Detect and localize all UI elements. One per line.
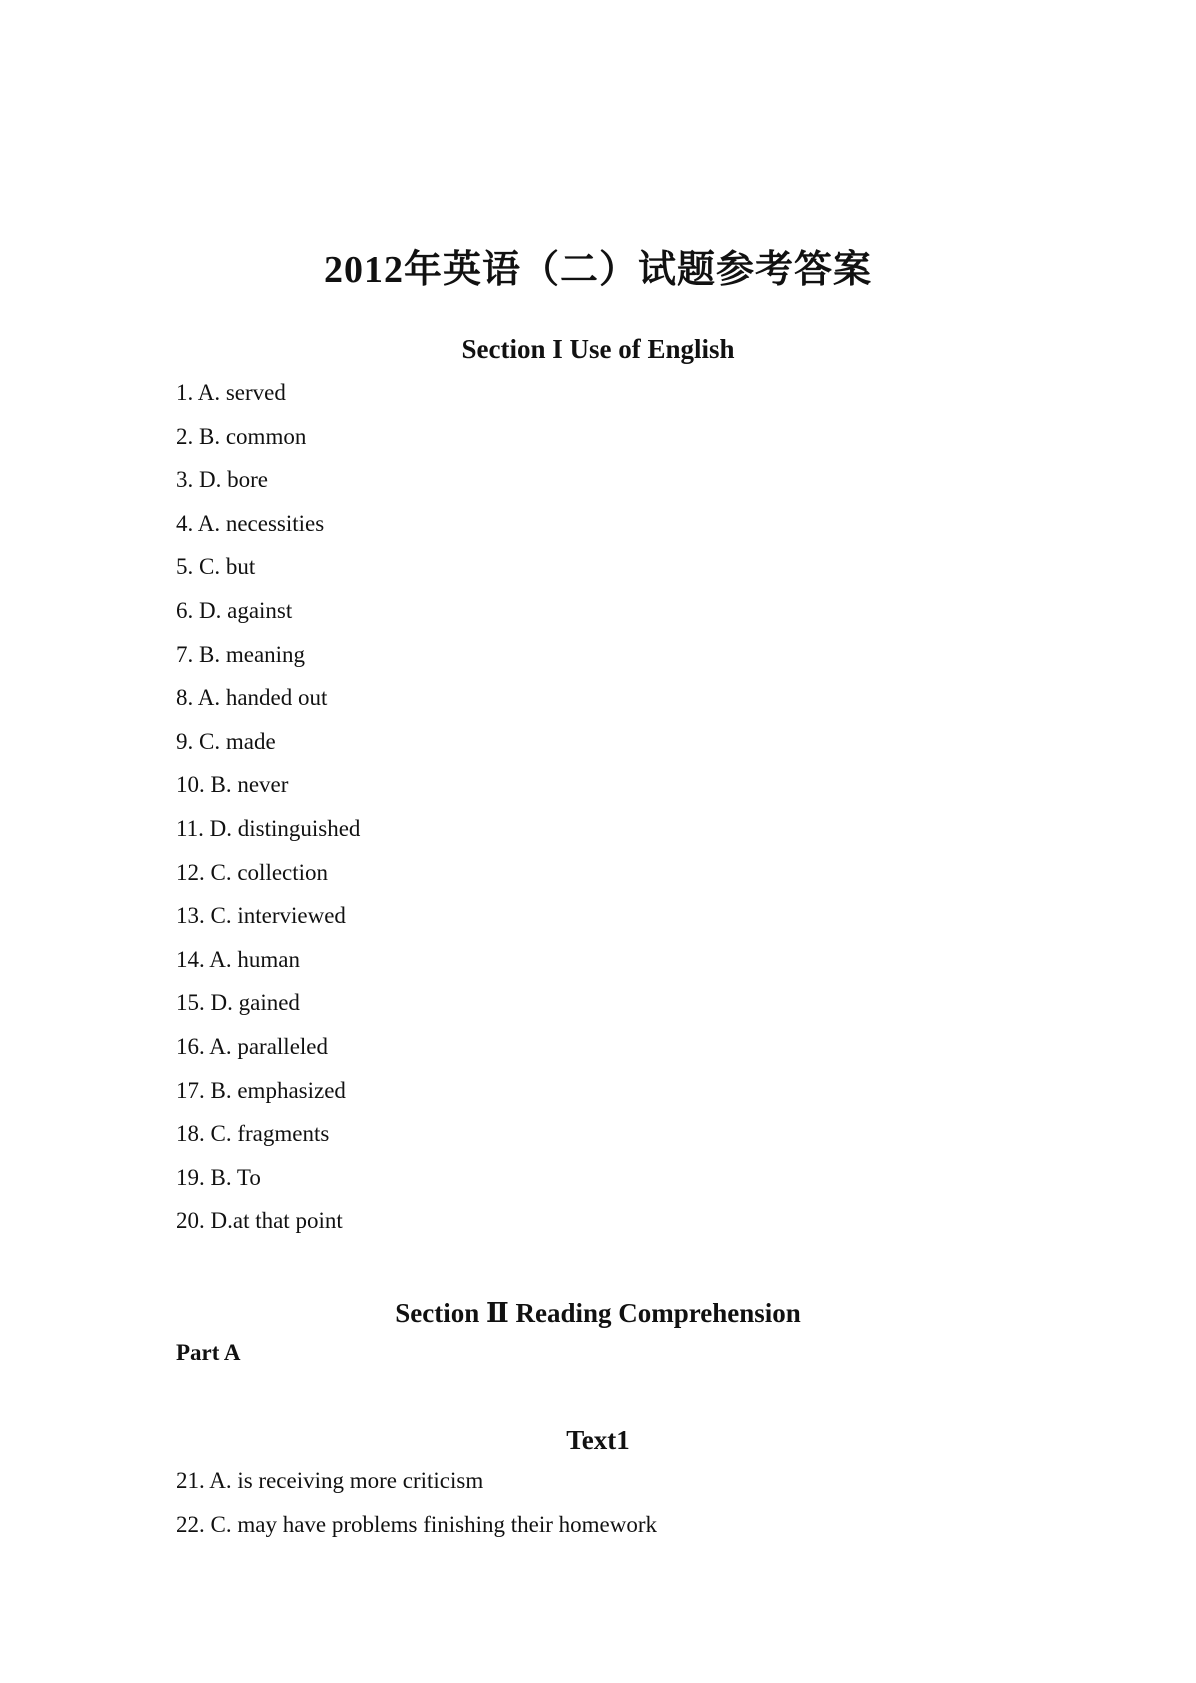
section-2-heading: Section Ⅱ Reading Comprehension <box>395 1298 801 1328</box>
answer-item: 21. A. is receiving more criticism <box>176 1468 484 1493</box>
answer-item: 16. A. paralleled <box>176 1033 329 1059</box>
part-a-label: Part A <box>176 1340 241 1365</box>
answer-item: 5. C. but <box>176 554 256 580</box>
answer-item: 19. B. To <box>176 1164 261 1190</box>
answer-item: 1. A. served <box>176 380 286 405</box>
answer-item: 2. B. common <box>176 423 307 449</box>
answer-item: 6. D. against <box>176 597 293 623</box>
answer-item: 10. B. never <box>176 772 289 798</box>
answer-item: 17. B. emphasized <box>176 1077 346 1103</box>
answer-item: 9. C. made <box>176 728 276 754</box>
answer-item: 3. D. bore <box>176 467 268 493</box>
answer-item: 14. A. human <box>176 946 300 972</box>
document-title: 2012年英语（二）试题参考答案 <box>323 249 872 291</box>
answer-item: 15. D. gained <box>176 990 300 1016</box>
answer-item: 4. A. necessities <box>176 510 325 536</box>
answer-item: 13. C. interviewed <box>176 903 346 929</box>
text-1-heading: Text1 <box>566 1425 630 1455</box>
section-2-answer-list <box>176 1459 657 1546</box>
answer-item: 12. C. collection <box>176 859 329 885</box>
answer-item: 22. C. may have problems finishing their homework <box>176 1511 658 1537</box>
answer-item: 7. B. meaning <box>176 641 306 667</box>
section-1-answer-list <box>176 371 360 1243</box>
answer-item: 18. C. fragments <box>176 1121 330 1147</box>
answer-item: 8. A. handed out <box>176 685 328 711</box>
section-1-heading: Section I Use of English <box>461 334 735 364</box>
answer-item: 11. D. distinguished <box>176 815 361 841</box>
answer-item: 20. D.at that point <box>176 1208 343 1234</box>
